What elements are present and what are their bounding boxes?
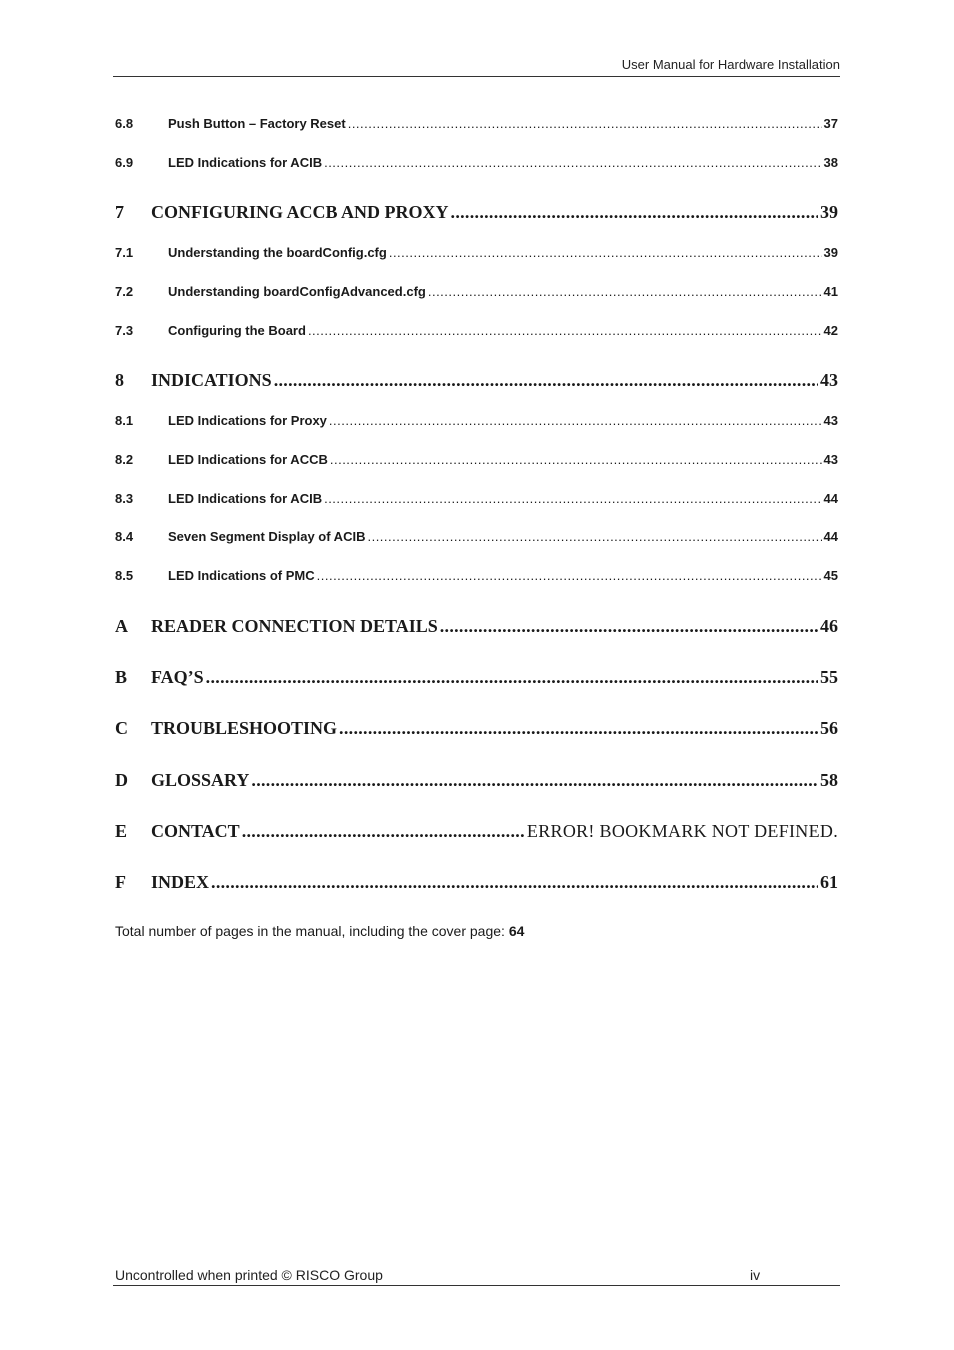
toc-entry-number: 8.2 <box>115 452 134 467</box>
toc-entry[interactable] <box>115 770 838 791</box>
footer-page-number: iv <box>750 1267 761 1283</box>
toc-entry[interactable] <box>115 370 838 391</box>
toc-entry-page: 44 <box>823 529 838 544</box>
footer-copyright: Uncontrolled when printed © RISCO Group <box>115 1267 383 1283</box>
toc-entry-title: LED Indications for ACCB <box>168 452 328 467</box>
toc-entry-page: 37 <box>823 116 838 131</box>
toc-entry-title: TROUBLESHOOTING <box>151 718 338 738</box>
dot-leader <box>317 568 822 583</box>
toc-entry-number: 7 <box>115 202 124 222</box>
toc-entry[interactable] <box>115 529 838 544</box>
toc-entry-page: 45 <box>823 568 838 583</box>
toc-entry-page: 39 <box>820 202 838 222</box>
dot-leader <box>451 202 818 223</box>
toc-entry-page: 43 <box>823 413 838 428</box>
toc-entry-page: 39 <box>823 245 838 260</box>
toc-entry-number: C <box>115 718 128 738</box>
running-header: User Manual for Hardware Installation <box>113 57 840 77</box>
toc-entry-number: A <box>115 616 128 636</box>
toc-entry-number: F <box>115 872 126 892</box>
toc-entry[interactable] <box>115 667 838 688</box>
dot-leader <box>242 821 525 842</box>
toc-entry-title: INDICATIONS <box>151 370 272 390</box>
toc-entry-page: 42 <box>823 323 838 338</box>
dot-leader <box>329 413 822 428</box>
toc-entry-page: 61 <box>820 872 838 892</box>
toc-entry[interactable] <box>115 452 838 467</box>
toc-entry-page: 55 <box>820 667 838 687</box>
toc-entry-page: 43 <box>823 452 838 467</box>
toc-entry-number: 7.2 <box>115 284 134 299</box>
toc-entry-title: Understanding boardConfigAdvanced.cfg <box>168 284 426 299</box>
toc-entry-page: 46 <box>820 616 838 636</box>
toc-entry-number: D <box>115 770 128 790</box>
toc-entry[interactable] <box>115 245 838 260</box>
dot-leader <box>330 452 822 467</box>
toc-entry-title: LED Indications for ACIB <box>168 155 323 170</box>
dot-leader <box>367 529 821 544</box>
page-count-label: Total number of pages in the manual, including the cover page: <box>115 923 509 939</box>
toc-entry-number: 7.3 <box>115 323 134 338</box>
page-count-note <box>115 923 524 939</box>
toc-entry-number: E <box>115 821 128 841</box>
toc-entry[interactable] <box>115 872 838 893</box>
toc-entry-page: 44 <box>823 491 838 506</box>
toc-entry-number: 8.3 <box>115 491 134 506</box>
toc-entry[interactable] <box>115 718 838 739</box>
toc-entry[interactable] <box>115 116 838 131</box>
toc-entry[interactable] <box>115 284 838 299</box>
toc-entry-title: LED Indications for Proxy <box>168 413 327 428</box>
toc-entry-number: 8.1 <box>115 413 134 428</box>
dot-leader <box>339 718 818 739</box>
dot-leader <box>251 770 818 791</box>
toc-entry[interactable] <box>115 323 838 338</box>
dot-leader <box>308 323 822 338</box>
page-count-value: 64 <box>508 923 525 939</box>
toc-entry[interactable] <box>115 155 838 170</box>
dot-leader <box>389 245 822 260</box>
toc-entry-title: GLOSSARY <box>151 770 250 790</box>
toc-entry-page: 38 <box>823 155 838 170</box>
toc-entry[interactable] <box>115 568 838 583</box>
toc-entry[interactable] <box>115 616 838 637</box>
toc-entry-page: 56 <box>820 718 838 738</box>
toc-entry-title: CONTACT <box>151 821 240 841</box>
dot-leader <box>324 155 821 170</box>
dot-leader <box>206 667 818 688</box>
toc-entry-page: 58 <box>820 770 838 790</box>
toc-entry-title: Understanding the boardConfig.cfg <box>168 245 387 260</box>
toc-entry-page: ERROR! BOOKMARK NOT DEFINED. <box>526 821 838 841</box>
dot-leader <box>428 284 822 299</box>
dot-leader <box>348 116 822 131</box>
toc-entry-number: 8.4 <box>115 529 134 544</box>
toc-entry-number: 6.9 <box>115 155 134 170</box>
toc-entry-title: INDEX <box>151 872 210 892</box>
toc-entry-title: READER CONNECTION DETAILS <box>151 616 438 636</box>
toc-entry[interactable] <box>115 202 838 223</box>
toc-entry-number: 8 <box>115 370 124 390</box>
toc-entry[interactable] <box>115 821 838 842</box>
dot-leader <box>211 872 818 893</box>
dot-leader <box>440 616 818 637</box>
toc-entry-title: CONFIGURING ACCB AND PROXY <box>151 202 449 222</box>
running-footer <box>113 1267 840 1286</box>
dot-leader <box>274 370 818 391</box>
toc-entry-number: 6.8 <box>115 116 134 131</box>
toc-entry-page: 43 <box>820 370 838 390</box>
toc-entry-page: 41 <box>823 284 838 299</box>
toc-entry-title: Seven Segment Display of ACIB <box>168 529 366 544</box>
toc-entry[interactable] <box>115 491 838 506</box>
toc-entry[interactable] <box>115 413 838 428</box>
toc-entry-number: B <box>115 667 128 687</box>
toc-entry-title: FAQ’S <box>151 667 204 687</box>
dot-leader <box>324 491 821 506</box>
toc-entry-title: Push Button – Factory Reset <box>168 116 346 131</box>
toc-entry-title: LED Indications for ACIB <box>168 491 323 506</box>
toc-entry-title: Configuring the Board <box>168 323 306 338</box>
toc-entry-number: 7.1 <box>115 245 134 260</box>
toc-entry-title: LED Indications of PMC <box>168 568 315 583</box>
toc-entry-number: 8.5 <box>115 568 134 583</box>
